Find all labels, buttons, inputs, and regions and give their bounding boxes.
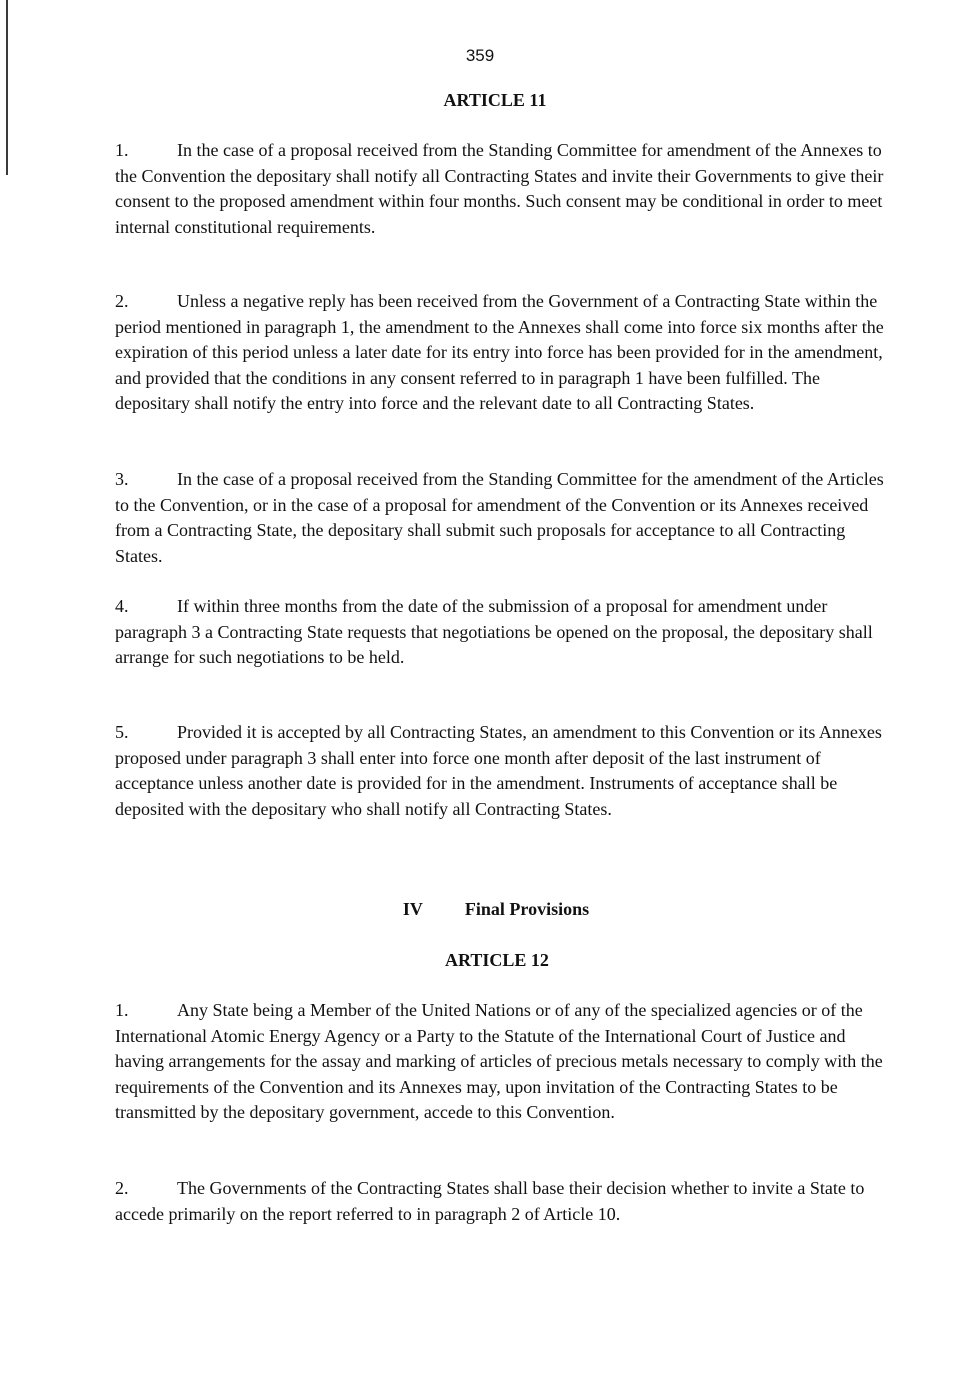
paragraph-text: In the case of a proposal received from the Standing Committee for amendment of the Annexes to the Convention the depositary shall notify all Contracting States and invite their Governments to give their consent to the proposed amendment within four months. Such consent may be conditional in order to meet internal constitutional requirements. <box>115 140 884 237</box>
article-12-paragraph-1 <box>115 998 885 1126</box>
article-11-heading: ARTICLE 11 <box>443 90 547 110</box>
paragraph-text: Any State being a Member of the United Nations or of any of the specialized agencies or of the International Atomic Energy Agency or a Party to the Statute of the International Court of Justice and having arrangements for the assay and marking of articles of precious metals necessary to comply with the requirements of the Convention and its Annexes may, upon invitation of the Contracting States to be transmitted by the depositary government, accede to this Convention. <box>115 1000 883 1122</box>
paragraph-number: 2. <box>115 1178 129 1198</box>
paragraph-number: 1. <box>115 140 129 160</box>
article-11-paragraph-5 <box>115 720 885 822</box>
paragraph-number: 4. <box>115 596 129 616</box>
paragraph-number: 1. <box>115 1000 129 1020</box>
article-12-heading: ARTICLE 12 <box>445 950 549 970</box>
part-title: Final Provisions <box>464 899 590 919</box>
article-12-paragraph-2 <box>115 1176 885 1227</box>
article-11-paragraph-4 <box>115 594 885 671</box>
part-number: IV <box>402 899 423 919</box>
part-iv-heading <box>0 899 960 920</box>
scan-edge-line <box>6 0 8 175</box>
paragraph-number: 2. <box>115 291 129 311</box>
article-11-paragraph-3 <box>115 467 885 569</box>
paragraph-number: 5. <box>115 722 129 742</box>
paragraph-text: Unless a negative reply has been received from the Government of a Contracting State within the period mentioned in paragraph 1, the amendment to the Annexes shall come into force six months after the expiration of this period unless a later date for its entry into force has been provided for in the amendment, and provided that the conditions in any consent referred to in paragraph 1 have been fulfilled. The depositary shall notify the entry into force and the relevant date to all Contracting States. <box>115 291 884 413</box>
article-11-paragraph-2 <box>115 289 885 417</box>
page-number: 359 <box>465 46 495 65</box>
paragraph-text: The Governments of the Contracting States shall base their decision whether to invite a State to accede primarily on the report referred to in paragraph 2 of Article 10. <box>115 1178 865 1224</box>
paragraph-text: Provided it is accepted by all Contracting States, an amendment to this Convention or its Annexes proposed under paragraph 3 shall enter into force one month after deposit of the last instrument of acceptance unless another date is provided for in the amendment. Instruments of acceptance shall be deposited with the depositary who shall notify all Contracting States. <box>115 722 882 819</box>
paragraph-number: 3. <box>115 469 129 489</box>
paragraph-text: In the case of a proposal received from the Standing Committee for the amendment of the Articles to the Convention, or in the case of a proposal for amendment of the Convention or its Annexes received from a Contracting State, the depositary shall submit such proposals for acceptance to all Contracting States. <box>115 469 884 566</box>
article-11-paragraph-1 <box>115 138 885 240</box>
paragraph-text: If within three months from the date of the submission of a proposal for amendment under paragraph 3 a Contracting State requests that negotiations be opened on the proposal, the depositary shall arrange for such negotiations to be held. <box>115 596 873 667</box>
